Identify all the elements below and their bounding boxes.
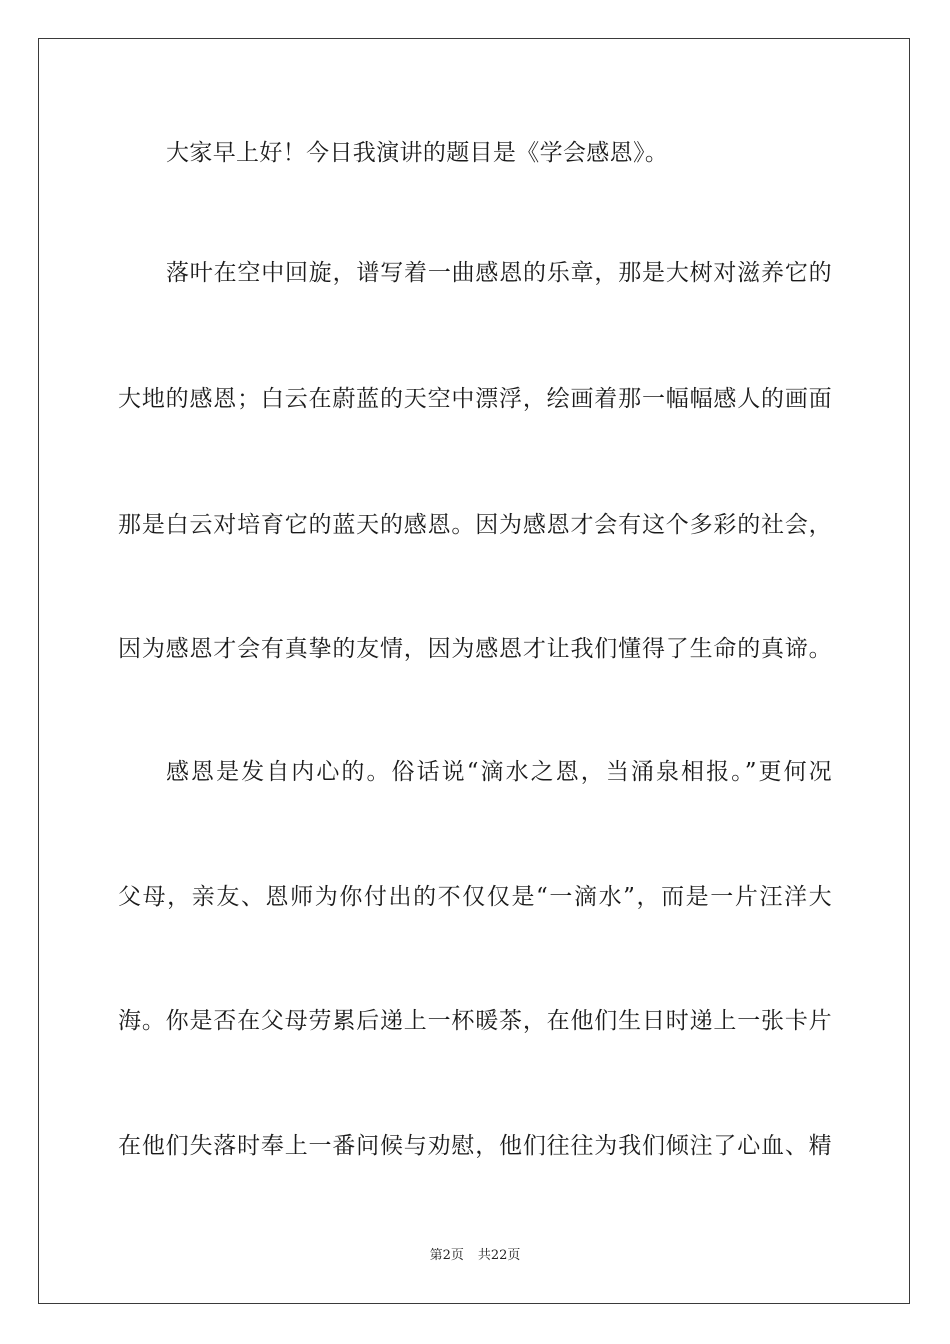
paragraph-3-line-4: 在他们失落时奉上一番问候与劝慰，他们往往为我们倾注了心血、精 <box>118 1133 832 1159</box>
paragraph-2-line-1: 落叶在空中回旋，谱写着一曲感恩的乐章，那是大树对滋养它的 <box>166 260 832 286</box>
paragraph-3-line-3: 海。你是否在父母劳累后递上一杯暖茶，在他们生日时递上一张卡片 <box>118 1008 832 1034</box>
page-total: 共22页 <box>477 1248 521 1263</box>
page-number: 第2页 <box>429 1248 464 1263</box>
paragraph-3-line-2: 父母，亲友、恩师为你付出的不仅仅是“一滴水”，而是一片汪洋大 <box>118 884 832 910</box>
page-footer <box>0 1247 950 1265</box>
paragraph-3-line-1: 感恩是发自内心的。俗话说“滴水之恩，当涌泉相报。”更何况 <box>166 759 832 785</box>
paragraph-2-line-3: 那是白云对培育它的蓝天的感恩。因为感恩才会有这个多彩的社会， <box>118 512 832 538</box>
page-frame <box>38 38 910 1304</box>
paragraph-2-line-4: 因为感恩才会有真挚的友情，因为感恩才让我们懂得了生命的真谛。 <box>118 636 832 662</box>
paragraph-2-line-2: 大地的感恩；白云在蔚蓝的天空中漂浮，绘画着那一幅幅感人的画面 <box>118 386 832 412</box>
paragraph-1-line-1: 大家早上好！今日我演讲的题目是《学会感恩》。 <box>166 140 669 166</box>
